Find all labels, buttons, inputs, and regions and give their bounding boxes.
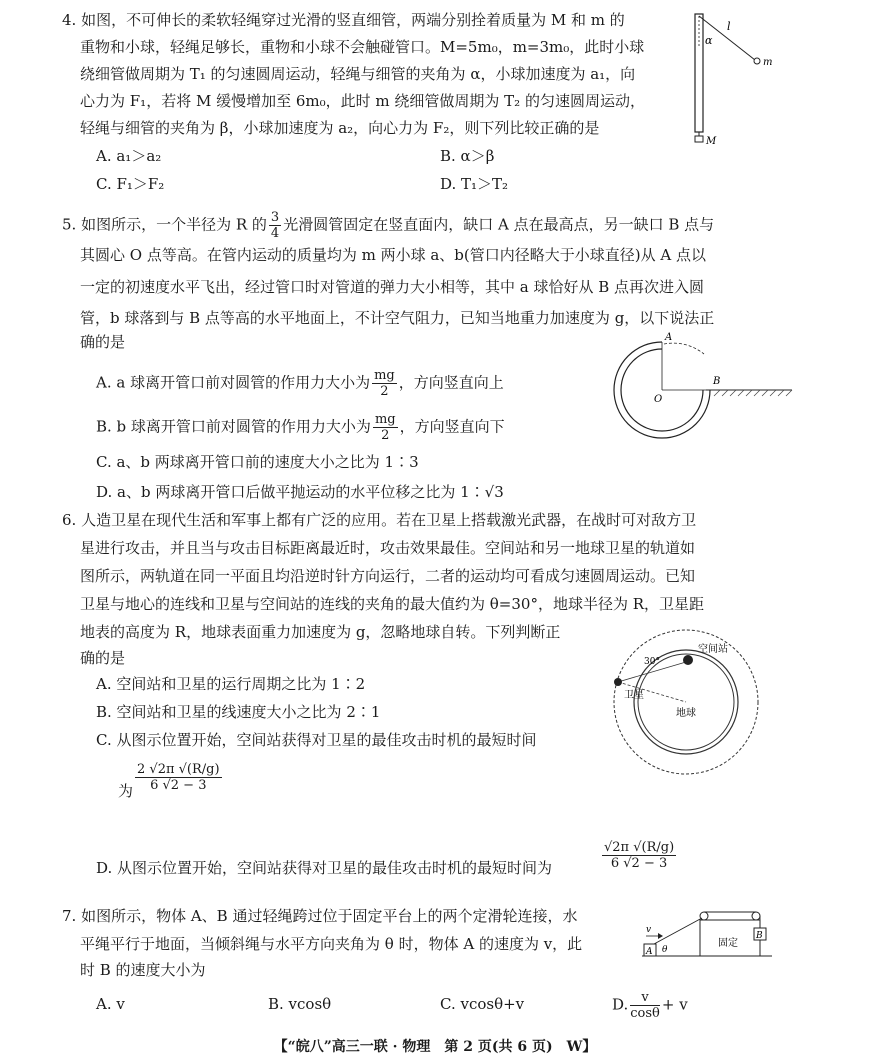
q5-line-5: 确的是 [80, 333, 126, 351]
q6-station-dot [683, 655, 693, 665]
q6-line-1: 6. 人造卫星在现代生活和军事上都有广泛的应用。若在卫星上搭载激光武器，在战时可对敌方卫 [62, 511, 697, 529]
q6-optD-den: 6 √2 − 3 [610, 856, 668, 871]
q6-station-label: 空间站 [698, 644, 728, 655]
q7-label-theta: θ [662, 945, 668, 955]
q7-label-fixed: 固定 [718, 938, 738, 949]
q6-optD-num: √2π √(R/g) [604, 840, 675, 855]
q7-option-d [612, 990, 688, 1021]
q5-label-O: O [654, 394, 663, 405]
q5-line-2: 其圆心 O 点等高。在管内运动的质量均为 m 两小球 a、b(管口内径略大于小球直径)从 A 点以 [80, 246, 706, 264]
q7-optD-plus: + v [661, 995, 688, 1014]
q6-option-a: A. 空间站和卫星的运行周期之比为 1∶2 [96, 675, 366, 693]
q4-figure-tube [685, 8, 785, 148]
q4-label-l: l [727, 20, 731, 33]
q7-optD-num: v [630, 990, 660, 1006]
q5-option-b [96, 412, 505, 443]
q4-label-alpha: α [705, 34, 713, 47]
q5-optB-dir: ，方向竖直向下 [399, 417, 505, 436]
q5-optB-num: mg [374, 412, 396, 427]
q5-fraction [269, 210, 281, 241]
q4-label-m: m [763, 57, 773, 68]
q6-earth-label: 地球 [676, 708, 696, 719]
q5-optB-text: B. b 球离开管口前对圆管的作用力大小为 [96, 417, 371, 436]
q5-option-a [96, 368, 504, 399]
q6-satellite-label: 卫星 [624, 690, 644, 701]
q5-line-4: 管，b 球落到与 B 点等高的水平地面上，不计空气阻力，已知当地重力加速度为 g，以下说法正 [80, 309, 715, 327]
q5-label-B: B [713, 376, 721, 387]
q5-line-1a: 5. 如图所示，一个半径为 R 的 [62, 215, 267, 234]
q5-optA-dir: ，方向竖直向上 [398, 373, 504, 392]
q7-option-a: A. v [96, 995, 125, 1013]
q5-label-A: A [665, 332, 673, 343]
q6-line-3: 图所示，两轨道在同一平面且均沿逆时针方向运行，二者的运动均可看成匀速圆周运动。已知 [80, 567, 696, 585]
q4-line-5: 轻绳与细管的夹角为 β，小球加速度为 a₂，向心力为 F₂，则下列比较正确的是 [80, 119, 600, 137]
q4-option-c: C. F₁＞F₂ [96, 175, 165, 193]
q5-line-3: 一定的初速度水平飞出，经过管口时对管道的弹力大小相等，其中 a 球恰好从 B 点再次进入圆 [80, 278, 705, 296]
q7-line-3: 时 B 的速度大小为 [80, 961, 206, 979]
q6-line-6: 确的是 [80, 649, 126, 667]
q4-option-d: D. T₁＞T₂ [440, 175, 509, 193]
q7-optD-frac [630, 990, 660, 1021]
q6-option-c: C. 从图示位置开始，空间站获得对卫星的最佳攻击时机的最短时间 [96, 731, 537, 749]
q6-line-2: 星进行攻击，并且当与攻击目标距离最近时，攻击效果最佳。空间站和另一地球卫星的轨道如 [80, 539, 696, 557]
q5-line-1b: 光滑圆管固定在竖直面内，缺口 A 点在最高点，另一缺口 B 点与 [283, 215, 715, 234]
q5-option-c: C. a、b 两球离开管口前的速度大小之比为 1∶3 [96, 453, 419, 471]
q4-line-1: 4. 如图，不可伸长的柔软轻绳穿过光滑的竖直细管，两端分别拴着质量为 M 和 m 的 [62, 11, 625, 29]
q6-satellite-dot [614, 678, 622, 686]
q7-line-1: 7. 如图所示，物体 A、B 通过轻绳跨过位于固定平台上的两个定滑轮连接，水 [62, 907, 578, 925]
q6-figure-orbits [602, 626, 772, 776]
q5-optB-den: 2 [381, 428, 390, 443]
q5-optB-frac [373, 412, 398, 443]
q6-option-d: D. 从图示位置开始，空间站获得对卫星的最佳攻击时机的最短时间为 [96, 859, 553, 877]
q7-label-A: A [646, 947, 653, 957]
q6-angle-label: 30° [644, 657, 660, 667]
q7-label-B: B [756, 931, 763, 941]
q6-line-4: 卫星与地心的连线和卫星与空间站的连线的夹角的最大值约为 θ=30°，地球半径为 R，卫星距 [80, 595, 705, 613]
q7-label-v: v [646, 925, 652, 935]
q6-line-5: 地表的高度为 R，地球表面重力加速度为 g，忽略地球自转。下列判断正 [80, 623, 561, 641]
q7-optD-den: cosθ [630, 1006, 660, 1021]
q6-optC-num: 2 √2π √(R/g) [137, 762, 220, 777]
q6-option-c-expr [118, 762, 224, 800]
q5-frac-num: 3 [270, 210, 280, 225]
q6-optD-frac [602, 840, 676, 871]
q5-optA-text: A. a 球离开管口前对圆管的作用力大小为 [96, 373, 371, 392]
q7-optD-label: D. [612, 995, 629, 1014]
q6-option-d-expr [600, 840, 678, 871]
q4-line-4: 心力为 F₁，若将 M 缓慢增加至 6m₀，此时 m 绕细管做周期为 T₂ 的匀速圆周运动， [80, 92, 645, 110]
q6-optC-wei: 为 [118, 781, 134, 800]
q7-line-2: 平绳平行于地面，当倾斜绳与水平方向夹角为 θ 时，物体 A 的速度为 v，此 [80, 935, 583, 953]
page-footer: 【“皖八”高三一联 · 物理 第 2 页(共 6 页) W】 [273, 1039, 597, 1055]
q4-option-a: A. a₁＞a₂ [96, 147, 162, 165]
q6-optC-den: 6 √2 − 3 [150, 778, 207, 793]
q5-figure-ring [610, 330, 800, 445]
q7-option-b: B. vcosθ [268, 995, 332, 1013]
q5-line-1 [62, 210, 714, 241]
q4-line-2: 重物和小球，轻绳足够长，重物和小球不会触碰管口。M=5m₀，m=3m₀，此时小球 [80, 38, 645, 56]
q4-option-b: B. α＞β [440, 147, 495, 165]
q5-optA-frac [372, 368, 397, 399]
q4-label-M: M [706, 136, 717, 147]
q5-optA-den: 2 [380, 384, 389, 399]
q6-optC-frac [135, 762, 222, 793]
q7-option-c: C. vcosθ+v [440, 995, 525, 1013]
q4-line-3: 绕细管做周期为 T₁ 的匀速圆周运动，轻绳与细管的夹角为 α，小球加速度为 a₁，向 [80, 65, 636, 83]
q5-option-d: D. a、b 两球离开管口后做平抛运动的水平位移之比为 1∶√3 [96, 483, 504, 501]
q5-optA-num: mg [374, 368, 395, 383]
q5-frac-den: 4 [270, 226, 280, 241]
q6-option-b: B. 空间站和卫星的线速度大小之比为 2∶1 [96, 703, 381, 721]
q7-figure-pulleys [640, 900, 775, 962]
